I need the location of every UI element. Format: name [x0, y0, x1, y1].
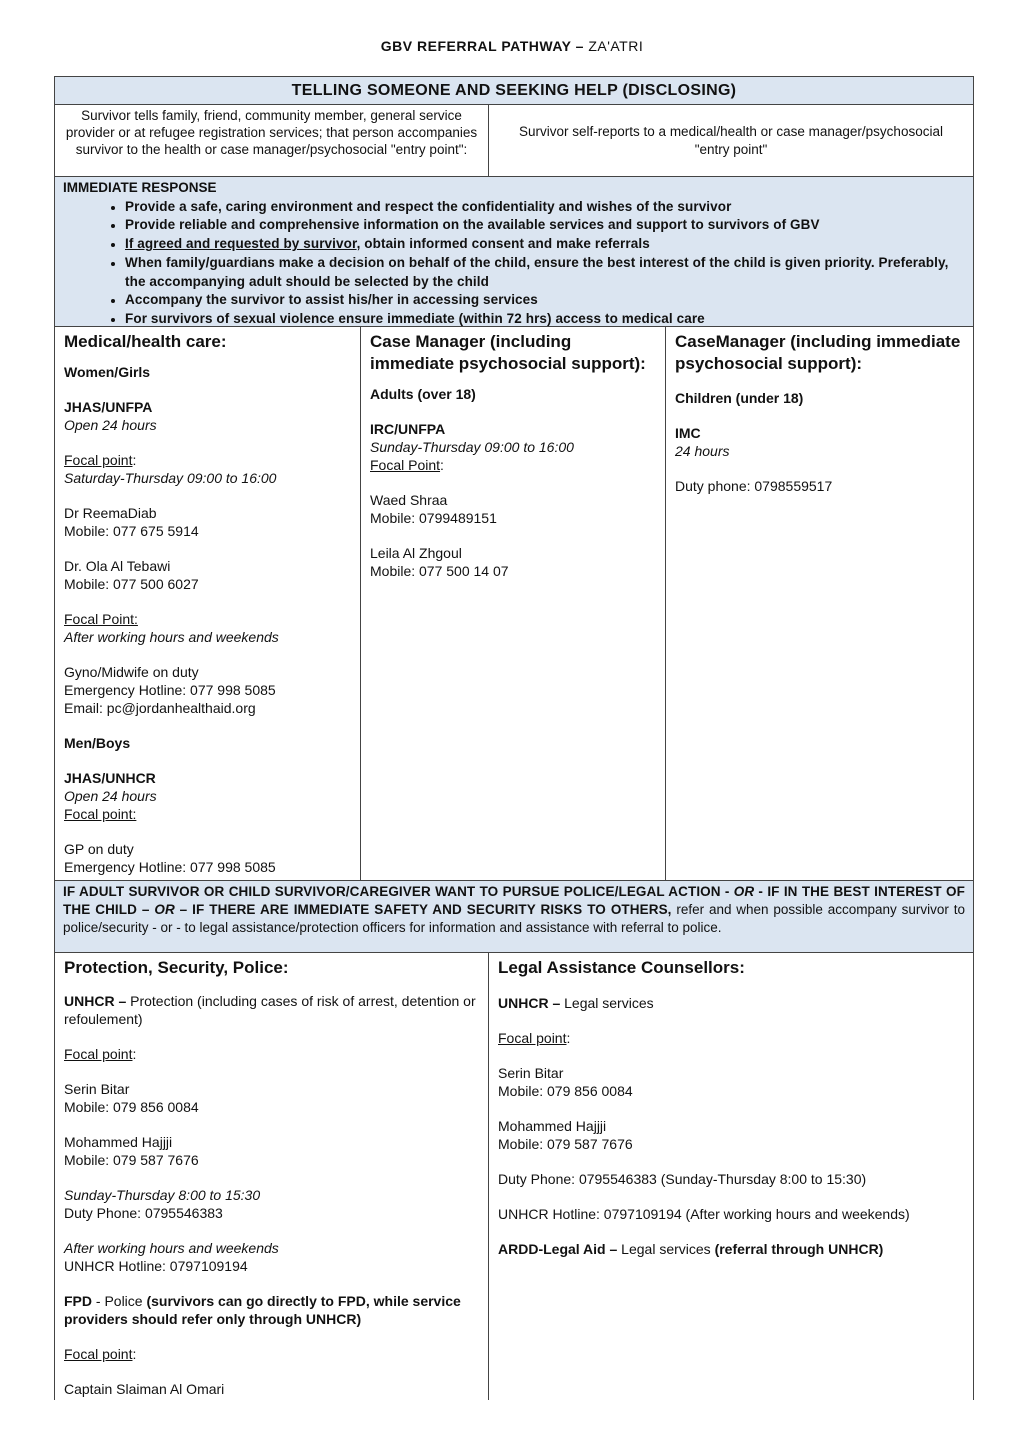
- contact-name: Dr. Ola Al Tebawi: [64, 558, 171, 574]
- referral-table: [54, 76, 974, 1400]
- org-hours: 24 hours: [675, 443, 730, 459]
- focal-point-label: Focal point: [64, 1046, 133, 1062]
- medical-column: Medical/health care: Women/Girls JHAS/UNFPA Open 24 hours Focal point: Saturday-Thursday 09:00 to 16:00 Dr ReemaDiab Mobile: 077 675 5914 Dr. Ola Al Tebawi Mobile: 077 500 6027 Focal Point: After working hours and weekends Gyno/Midwife on duty Emergency Hotline: 077 998 5085 Email: pc@jordanhealthaid.org Men/Boys JHAS/UNHCR Open 24 hours Focal point: GP on duty Emergency Hotline: 077 998 5085: [55, 327, 361, 880]
- contact-name: Serin Bitar: [64, 1081, 130, 1097]
- title-main: GBV REFERRAL PATHWAY –: [380, 38, 584, 54]
- contact-phone: Mobile: 0799489151: [370, 510, 497, 526]
- contact-phone: Mobile: 077 500 14 07: [370, 563, 509, 579]
- contact-phone: Mobile: 077 500 6027: [64, 576, 199, 592]
- org-name: IRC/UNFPA: [370, 421, 446, 437]
- band-or: OR: [733, 884, 755, 899]
- org-name: FPD: [64, 1293, 92, 1309]
- immediate-item: • For survivors of sexual violence ensure immediate (within 72 hrs) access to medical care: [125, 310, 965, 326]
- band-rest: refer and when possible accompany survivor to police/security - or - to legal assistance/protection officers for information and assistance with referral to police.: [63, 902, 965, 935]
- org-name: UNHCR –: [498, 995, 561, 1011]
- org-name: UNHCR –: [64, 993, 127, 1009]
- immediate-response: [55, 176, 973, 326]
- contact-name: Mohammed Hajjji: [498, 1118, 607, 1134]
- women-label: Women/Girls: [64, 364, 151, 380]
- legal-action-band: [55, 880, 973, 952]
- org-note: (referral through UNHCR): [714, 1241, 884, 1257]
- focal-point-label: Focal point: [64, 1346, 133, 1362]
- org-hours: Open 24 hours: [64, 788, 157, 804]
- disclosing-right: Survivor self-reports to a medical/health or case manager/psychosocial "entry point": [519, 123, 943, 157]
- men-label: Men/Boys: [64, 735, 131, 751]
- org-name: JHAS/UNFPA: [64, 399, 153, 415]
- case-adult-heading: Case Manager (including immediate psychosocial support):: [370, 332, 646, 373]
- emergency-hotline: Emergency Hotline: 077 998 5085: [64, 859, 276, 875]
- contact-phone: Mobile: 079 587 7676: [498, 1136, 633, 1152]
- focal-point-label: Focal point: [64, 452, 133, 468]
- immediate-item: [125, 235, 965, 254]
- contact-phone: Mobile: 079 587 7676: [64, 1152, 199, 1168]
- immediate-item: • Provide reliable and comprehensive information on the available services and support to survivors of GBV: [125, 216, 965, 235]
- legal-services-row: [55, 952, 973, 1400]
- case-adult-column: Case Manager (including immediate psychosocial support): Adults (over 18) IRC/UNFPA Sunday-Thursday 09:00 to 16:00 Focal Point: Waed Shraa Mobile: 0799489151 Leila Al Zhgoul Mobile: 077 500 14 07: [361, 327, 666, 880]
- band-text: IF ADULT SURVIVOR OR CHILD SURVIVOR/CAREGIVER WANT TO PURSUE POLICE/LEGAL ACTION -: [63, 884, 730, 899]
- org-desc: Protection (including cases of risk of arrest, detention or refoulement): [64, 993, 476, 1027]
- focal-hours: Saturday-Thursday 09:00 to 16:00: [64, 470, 277, 486]
- org-desc: Legal services: [621, 1241, 711, 1257]
- hotline: UNHCR Hotline: 0797109194: [64, 1258, 248, 1274]
- org-name: ARDD-Legal Aid –: [498, 1241, 618, 1257]
- org-hours: Open 24 hours: [64, 417, 157, 433]
- immediate-item: • Provide a safe, caring environment and respect the confidentiality and wishes of the survivor: [125, 198, 965, 217]
- contact-name: Serin Bitar: [498, 1065, 564, 1081]
- title-place: ZA'ATRI: [588, 38, 644, 54]
- focal-point-label: Focal point:: [64, 806, 137, 822]
- duty-phone: Duty Phone: 0795546383: [64, 1205, 223, 1221]
- disclosing-row: [55, 104, 973, 176]
- org-name: IMC: [675, 425, 701, 441]
- duty-name: Gyno/Midwife on duty: [64, 664, 199, 680]
- protection-heading: Protection, Security, Police:: [64, 958, 289, 977]
- consent-underline: If agreed and requested by survivor: [125, 236, 357, 252]
- contact-name: Mohammed Hajjji: [64, 1134, 173, 1150]
- focal-point-label: Focal Point:: [64, 611, 138, 627]
- emergency-hotline: Emergency Hotline: 077 998 5085: [64, 682, 276, 698]
- immediate-label: IMMEDIATE RESPONSE: [63, 180, 217, 195]
- legal-heading: Legal Assistance Counsellors:: [498, 958, 745, 977]
- case-child-heading: CaseManager (including immediate psychosocial support):: [675, 332, 961, 373]
- group-label: Children (under 18): [675, 390, 804, 406]
- contact-name: Waed Shraa: [370, 492, 448, 508]
- duty-phone: Duty phone: 0798559517: [675, 478, 833, 494]
- services-row: [55, 326, 973, 880]
- legal-column: Legal Assistance Counsellors: UNHCR – Legal services Focal point: Serin Bitar Mobile: 079 856 0084 Mohammed Hajjji Mobile: 079 587 7676 Duty Phone: 0795546383 (Sunday-Thursday 8:00 to 15:30) UNHCR Hotline: 0797109194 (After working hours and weekends) ARDD-Legal Aid – Legal services (referral through UNHCR): [489, 953, 973, 1400]
- contact-phone: Mobile: 077 675 5914: [64, 523, 199, 539]
- disclosing-left: Survivor tells family, friend, community member, general service provider or at refugee registration services; that person accompanies survivor to the health or case manager/psychosocial "entry point":: [55, 105, 489, 176]
- contact-name: Leila Al Zhgoul: [370, 545, 462, 561]
- immediate-list: [63, 198, 965, 326]
- focal-hours: After working hours and weekends: [64, 629, 279, 645]
- page-title: [0, 38, 1024, 54]
- protection-column: Protection, Security, Police: UNHCR – Protection (including cases of risk of arrest, detention or refoulement) Focal point: Serin Bitar Mobile: 079 856 0084 Mohammed Hajjji Mobile: 079 587 7676 Sunday-Thursday 8:00 to 15:30 Duty Phone: 0795546383 After working hours and weekends UNHCR Hotline: 0797109194 FPD - Police (survivors can go directly to FPD, while service providers should refer only through UNHCR) Focal point: Captain Slaiman Al Omari: [55, 953, 489, 1400]
- org-desc: - Police: [95, 1293, 143, 1309]
- band-text: - IF IN THE BEST INTEREST OF THE CHILD –: [63, 884, 965, 917]
- case-child-column: [666, 327, 973, 880]
- contact-phone: Mobile: 079 856 0084: [64, 1099, 199, 1115]
- contact-phone: Mobile: 079 856 0084: [498, 1083, 633, 1099]
- immediate-item: • Accompany the survivor to assist his/her in accessing services: [125, 291, 965, 310]
- duty-name: GP on duty: [64, 841, 134, 857]
- focal-point-label: Focal Point: [370, 457, 441, 473]
- org-note: (survivors can go directly to FPD, while service providers should refer only through UNHCR): [64, 1293, 461, 1327]
- org-hours: Sunday-Thursday 09:00 to 16:00: [370, 439, 574, 455]
- band-text: – IF THERE ARE IMMEDIATE SAFETY AND SECURITY RISKS TO OTHERS,: [179, 902, 672, 917]
- org-name: JHAS/UNHCR: [64, 770, 156, 786]
- consent-rest: , obtain informed consent and make referrals: [356, 236, 650, 252]
- focal-point-label: Focal point: [498, 1030, 567, 1046]
- hours: Sunday-Thursday 8:00 to 15:30: [64, 1187, 261, 1203]
- disclosing-header: TELLING SOMEONE AND SEEKING HELP (DISCLOSING): [55, 76, 973, 104]
- contact-email: Email: pc@jordanhealthaid.org: [64, 700, 256, 716]
- hotline: UNHCR Hotline: 0797109194 (After working hours and weekends): [498, 1206, 910, 1222]
- contact-name: Dr ReemaDiab: [64, 505, 157, 521]
- medical-heading: Medical/health care:: [64, 332, 227, 351]
- immediate-item: • When family/guardians make a decision on behalf of the child, ensure the best interest of the child is given priority. Preferably, the accompanying adult should be selected by the child: [125, 254, 965, 291]
- org-desc: Legal services: [564, 995, 654, 1011]
- group-label: Adults (over 18): [370, 386, 476, 402]
- duty-phone: Duty Phone: 0795546383 (Sunday-Thursday 8:00 to 15:30): [498, 1171, 867, 1187]
- contact-name: Captain Slaiman Al Omari: [64, 1381, 225, 1397]
- hours: After working hours and weekends: [64, 1240, 279, 1256]
- band-or: OR: [154, 902, 175, 917]
